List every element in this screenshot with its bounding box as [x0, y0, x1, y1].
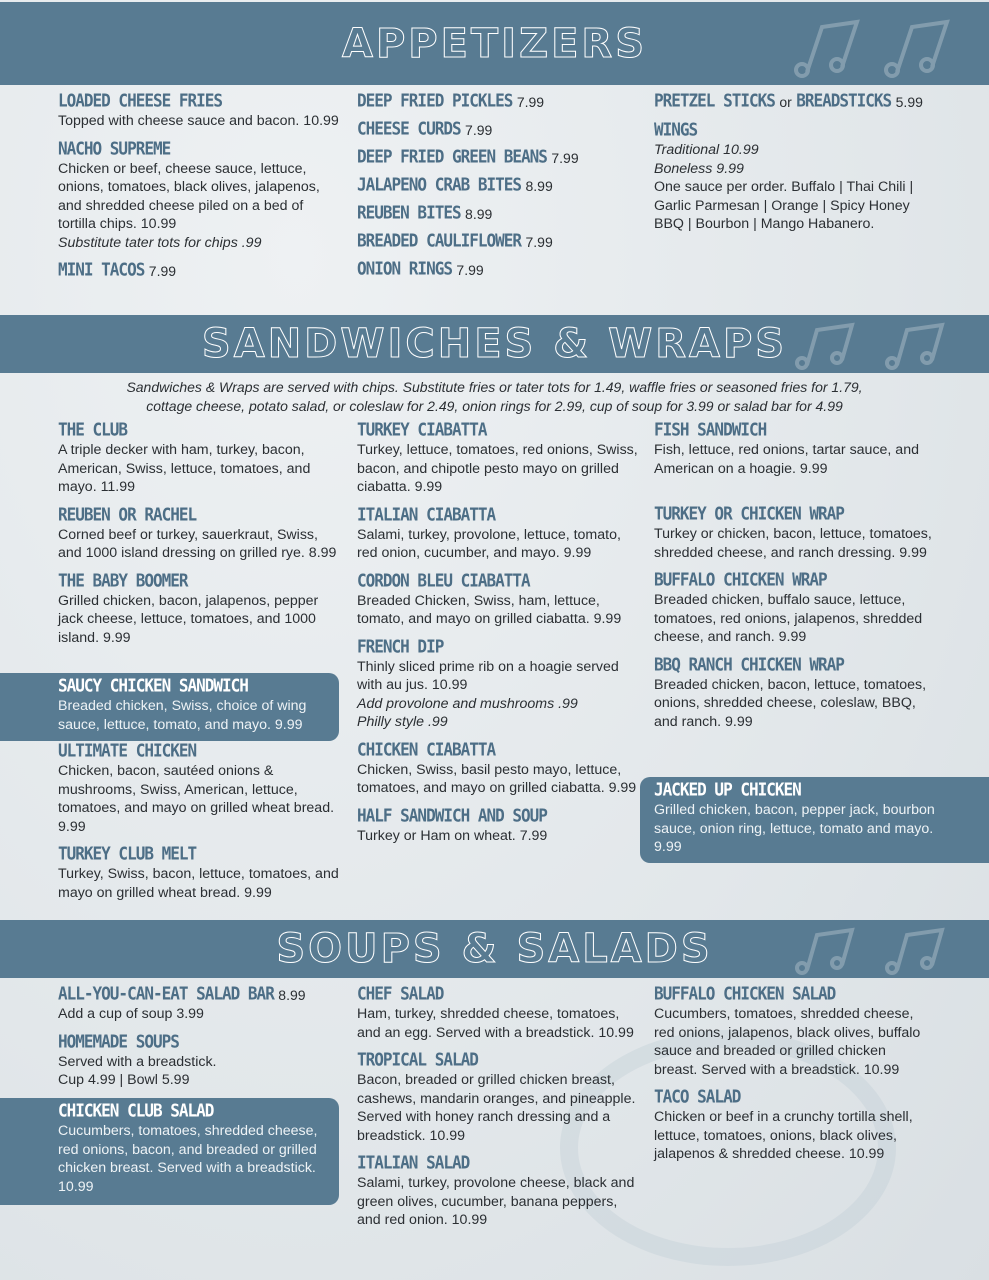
item-description: Served with a breadstick.: [58, 1053, 217, 1070]
appetizers-title: APPETIZERS: [341, 20, 648, 67]
appetizers-column-3: [654, 92, 939, 243]
item-description: Ham, turkey, shredded cheese, tomatoes, and an egg. Served with a breadstick. 10.99: [357, 1006, 634, 1041]
item-name: JACKED UP CHICKEN: [654, 779, 801, 800]
item-price: 7.99: [525, 234, 553, 250]
item-description: Topped with cheese sauce and bacon. 10.99: [58, 113, 339, 129]
item-name: CHICKEN CLUB SALAD: [58, 1100, 214, 1121]
item-price: 7.99: [516, 94, 545, 110]
item-name: THE BABY BOOMER: [58, 569, 188, 591]
menu-item: [58, 137, 343, 253]
menu-item: [357, 1154, 637, 1230]
item-description: Chicken, bacon, sautéed onions & mushrooms, Swiss, American, lettuce, tomatoes, and mayo on grilled wheat bread. 9.99: [58, 763, 335, 835]
item-description: Chicken or beef in a crunchy tortilla shell, lettuce, tomatoes, onions, black olives, jalapenos & shredded cheese. 10.99: [654, 1109, 913, 1162]
item-price: 5.99: [895, 94, 923, 110]
item-name: BBQ RANCH CHICKEN WRAP: [654, 653, 844, 675]
item-name: DEEP FRIED PICKLES: [357, 90, 513, 111]
menu-item: [357, 738, 642, 798]
menu-item: [357, 1051, 637, 1145]
item-description: Turkey or Ham on wheat. 7.99: [357, 827, 548, 844]
menu-item: [357, 985, 637, 1042]
featured-item-box: [640, 777, 989, 863]
item-name: BREADSTICKS: [796, 90, 892, 111]
item-description: Turkey, lettuce, tomatoes, red onions, Swiss, bacon, and chipotle pesto mayo on grilled ciabatta. 9.99: [357, 442, 638, 495]
item-description: Salami, turkey, provolone, lettuce, tomato, red onion, cucumber, and mayo. 9.99: [357, 526, 621, 561]
menu-item: [357, 804, 642, 846]
item-name: CHEESE CURDS: [357, 118, 461, 139]
item-name: PRETZEL STICKS: [654, 90, 775, 111]
item-name: ALL-YOU-CAN-EAT SALAD BAR: [58, 983, 274, 1004]
sandwiches-column-1: [58, 421, 343, 656]
item-name: REUBEN OR RACHEL: [58, 503, 197, 525]
item-price: 8.99: [525, 178, 553, 194]
item-description: Chicken or beef, cheese sauce, lettuce, onions, tomatoes, black olives, jalapenos, and shredded cheese piled on a bed of tortilla chips. 10.99: [58, 160, 320, 232]
item-name: FISH SANDWICH: [654, 419, 767, 440]
soups-column-3: [654, 985, 924, 1173]
item-name: NACHO SUPREME: [58, 137, 171, 159]
item-description: Add a cup of soup 3.99: [58, 1006, 204, 1022]
item-name: DEEP FRIED GREEN BEANS: [357, 146, 547, 167]
item-name: ITALIAN CIABATTA: [357, 503, 496, 525]
menu-item: [357, 176, 642, 196]
item-description: Breaded chicken, Swiss, choice of wing sauce, lettuce, tomato, and mayo. 9.99: [58, 698, 307, 733]
item-note: Substitute tater tots for chips .99: [58, 234, 262, 251]
menu-item: [58, 569, 343, 648]
menu-item: [654, 121, 939, 234]
menu-item: [654, 1088, 924, 1164]
menu-item: [357, 421, 642, 497]
item-description: Turkey or chicken, bacon, lettuce, tomatoes, shredded cheese, and ranch dressing. 9.99: [654, 526, 932, 561]
menu-item: [357, 204, 642, 224]
item-name: JALAPENO CRAB BITES: [357, 174, 522, 195]
sandwiches-column-3: [654, 421, 939, 740]
sandwich-note-line: Sandwiches & Wraps are served with chips. Substitute fries or tater tots for 1.49, waffle fries or seasoned fries for 1.79,: [126, 379, 863, 395]
item-name: BUFFALO CHICKEN WRAP: [654, 569, 827, 590]
item-description: Chicken, Swiss, basil pesto mayo, lettuce, tomatoes, and mayo on grilled ciabatta. 9.99: [357, 761, 637, 796]
menu-item: [357, 120, 642, 140]
item-name: WINGS: [654, 119, 698, 140]
item-price: 8.99: [465, 206, 493, 222]
music-notes-icon: [777, 2, 977, 85]
sandwich-note: [0, 378, 989, 415]
item-name: TACO SALAD: [654, 1086, 741, 1107]
item-name: BUFFALO CHICKEN SALAD: [654, 983, 836, 1004]
item-name: ONION RINGS: [357, 258, 452, 279]
item-note: Add provolone and mushrooms .99: [357, 695, 578, 712]
sandwiches-title: SANDWICHES & WRAPS: [201, 321, 788, 367]
item-description: Turkey, Swiss, bacon, lettuce, tomatoes, and mayo on grilled wheat bread. 9.99: [58, 866, 339, 901]
menu-item: [357, 503, 642, 563]
item-name: CHICKEN CIABATTA: [357, 738, 496, 760]
item-price: 7.99: [551, 150, 579, 166]
menu-item: [654, 505, 939, 562]
menu-item: [654, 92, 939, 112]
menu-item: [357, 92, 642, 112]
menu-item: [654, 985, 924, 1079]
appetizers-column-2: [357, 92, 642, 288]
item-name: SAUCY CHICKEN SANDWICH: [58, 675, 248, 696]
music-notes-icon: [777, 315, 977, 373]
item-name: TURKEY CIABATTA: [357, 419, 487, 440]
menu-item: [58, 742, 343, 836]
menu-item: [58, 261, 343, 281]
item-price: 7.99: [465, 122, 493, 138]
soups-title: SOUPS & SALADS: [276, 926, 713, 972]
item-name: LOADED CHEESE FRIES: [58, 90, 223, 111]
menu-item: [58, 985, 343, 1024]
item-description: Cucumbers, tomatoes, shredded cheese, red onions, jalapenos, black olives, buffalo sauce and breaded or grilled chicken breast. Served with a breadstick. 10.99: [654, 1006, 921, 1078]
menu-item: [58, 421, 343, 497]
item-name: THE CLUB: [58, 419, 128, 440]
item-name: CHEF SALAD: [357, 983, 444, 1004]
sandwich-note-line: cottage cheese, potato salad, or coleslaw for 2.49, onion rings for 2.99, cup of soup for 3.99 or salad bar for 4.99: [146, 397, 843, 414]
music-notes-icon: [777, 920, 977, 978]
item-price: 7.99: [456, 262, 484, 278]
item-description: Cucumbers, tomatoes, shredded cheese, red onions, bacon, and breaded or grilled chicken breast. Served with a breadstick. 10.99: [58, 1123, 318, 1195]
menu-item: [58, 92, 343, 131]
item-name: MINI TACOS: [58, 259, 145, 280]
item-name: ITALIAN SALAD: [357, 1152, 470, 1173]
item-name: REUBEN BITES: [357, 202, 461, 223]
menu-item: [357, 232, 642, 252]
sandwiches-column-2: [357, 421, 642, 854]
menu-item: [654, 571, 939, 647]
appetizers-column-1: [58, 92, 343, 290]
item-description: Grilled chicken, bacon, pepper jack, bourbon sauce, onion ring, lettuce, tomato and mayo. 9.99: [654, 802, 935, 855]
soups-column-2: [357, 985, 637, 1239]
item-name: HALF SANDWICH AND SOUP: [357, 804, 547, 826]
item-name: TURKEY CLUB MELT: [58, 843, 197, 864]
item-description: Breaded chicken, bacon, lettuce, tomatoes, onions, shredded cheese, coleslaw, BBQ, and ranch. 9.99: [654, 676, 927, 730]
item-name: ULTIMATE CHICKEN: [58, 740, 197, 761]
item-name: TROPICAL SALAD: [357, 1049, 478, 1070]
menu-item: [58, 1030, 343, 1090]
item-name: FRENCH DIP: [357, 635, 444, 657]
item-price-options: Cup 4.99 | Bowl 5.99: [58, 1072, 190, 1088]
appetizers-banner: [0, 2, 989, 85]
item-connector: or: [779, 94, 792, 110]
item-description: Grilled chicken, bacon, jalapenos, pepper jack cheese, lettuce, tomatoes, and 1000 island. 9.99: [58, 592, 319, 646]
item-name: TURKEY OR CHICKEN WRAP: [654, 503, 844, 524]
item-description: Fish, lettuce, red onions, tartar sauce, and American on a hoagie. 9.99: [654, 442, 919, 477]
item-description: Salami, turkey, provolone cheese, black and green olives, cucumber, banana peppers, and red onion. 10.99: [357, 1175, 635, 1228]
menu-item: [58, 503, 343, 563]
menu-item: [357, 148, 642, 168]
item-description: Breaded chicken, buffalo sauce, lettuce, tomatoes, red onions, jalapenos, shredded cheese, and ranch. 9.99: [654, 592, 923, 645]
item-note: Philly style .99: [357, 714, 448, 730]
item-name: BREADED CAULIFLOWER: [357, 230, 522, 251]
item-description: One sauce per order. Buffalo | Thai Chili | Garlic Parmesan | Orange | Spicy Honey BBQ | Bourbon | Mango Habanero.: [654, 179, 914, 232]
menu-item: [357, 635, 642, 732]
featured-item-box: [0, 673, 339, 741]
item-description: Thinly sliced prime rib on a hoagie served with au jus. 10.99: [357, 658, 619, 693]
menu-item: [58, 845, 343, 902]
menu-item: [357, 260, 642, 280]
item-description: Corned beef or turkey, sauerkraut, Swiss, and 1000 island dressing on grilled rye. 8.99: [58, 526, 337, 561]
sandwiches-banner: [0, 315, 989, 373]
item-price: 8.99: [278, 987, 306, 1003]
item-description: Bacon, breaded or grilled chicken breast, cashews, mandarin oranges, and pineapple. Served with honey ranch dressing and a breadstick. 10.99: [357, 1072, 636, 1144]
item-description: A triple decker with ham, turkey, bacon, American, Swiss, lettuce, tomatoes, and mayo. 11.99: [58, 442, 311, 495]
menu-item: [654, 421, 939, 478]
sandwiches-column-1-lower: [58, 742, 343, 911]
item-name: CORDON BLEU CIABATTA: [357, 569, 530, 591]
soups-banner: [0, 920, 989, 978]
menu-item: [357, 569, 642, 629]
item-option: Traditional 10.99: [654, 142, 759, 158]
item-price: 7.99: [148, 263, 177, 279]
item-description: Breaded Chicken, Swiss, ham, lettuce, tomato, and mayo on grilled ciabatta. 9.99: [357, 592, 622, 627]
menu-item: [654, 653, 939, 732]
item-name: HOMEMADE SOUPS: [58, 1030, 179, 1052]
soups-column-1: [58, 985, 343, 1099]
item-option: Boneless 9.99: [654, 160, 744, 177]
featured-item-box: [0, 1098, 339, 1205]
